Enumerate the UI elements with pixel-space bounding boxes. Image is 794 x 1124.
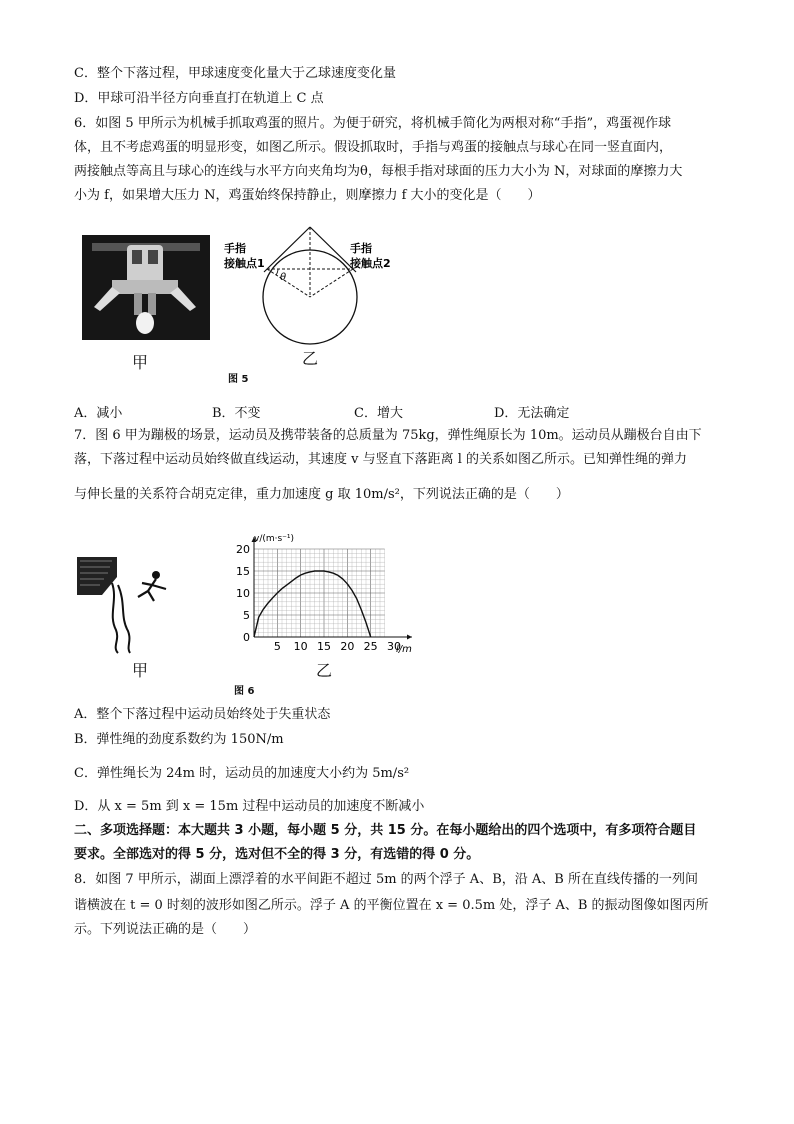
- velocity-distance-chart: [224, 527, 424, 662]
- q7-option-c: C．弹性绳长为 24m 时，运动员的加速度大小约为 5m/s²: [74, 766, 410, 781]
- q6-option-a: A．减小: [74, 406, 123, 421]
- q8-line3: 示。下列说法正确的是（ ）: [74, 922, 257, 937]
- bungee-sketch: [72, 555, 182, 655]
- option-c-prev: C．整个下落过程，甲球速度变化量大于乙球速度变化量: [74, 66, 396, 81]
- y-tick-label: 5: [243, 609, 250, 622]
- q6-line1: 6．如图 5 甲所示为机械手抓取鸡蛋的照片。为便于研究，将机械手简化为两根对称“手指”，鸡蛋视作球: [74, 116, 672, 131]
- y-tick-label: 15: [236, 565, 250, 578]
- x-tick-label: 25: [363, 640, 378, 653]
- fig6-label-jia: 甲: [132, 661, 149, 680]
- option-d-prev: D．甲球可沿半径方向垂直打在轨道上 C 点: [74, 91, 324, 106]
- q7-line1: 7．图 6 甲为蹦极的场景，运动员及携带装备的总质量为 75kg，弹性绳原长为 10m。运动员从蹦极台自由下: [74, 428, 702, 443]
- q8-line2: 谐横波在 t = 0 时刻的波形如图乙所示。浮子 A 的平衡位置在 x = 0.5m 处，浮子 A、B 的振动图像如图丙所: [74, 898, 709, 913]
- q7-option-d: D．从 x = 5m 到 x = 15m 过程中运动员的加速度不断减小: [74, 799, 425, 814]
- fig5-label-jia: 甲: [132, 353, 149, 372]
- y-tick-label: 20: [236, 543, 250, 556]
- finger2-label-b: 接触点2: [350, 257, 391, 270]
- q8-line1: 8．如图 7 甲所示，湖面上漂浮着的水平间距不超过 5m 的两个浮子 A、B，沿 A、B 所在直线传播的一列间: [74, 872, 698, 887]
- x-tick-label: 15: [317, 640, 331, 653]
- finger1-label-a: 手指: [224, 242, 246, 255]
- egg-grip-diagram: [222, 222, 412, 352]
- q6-option-c: C．增大: [354, 406, 403, 421]
- finger2-label-a: 手指: [350, 242, 372, 255]
- q6-option-d: D．无法确定: [494, 406, 570, 421]
- x-axis-arrow: [407, 635, 412, 640]
- x-tick-label: 10: [293, 640, 308, 653]
- finger1-label-b: 接触点1: [224, 257, 265, 270]
- section2-heading-line2: 要求。全部选对的得 5 分，选对但不全的得 3 分，有选错的得 0 分。: [74, 847, 480, 862]
- fig5-caption: 图 5: [228, 374, 249, 385]
- y-tick-label: 10: [236, 587, 250, 600]
- x-tick-label: 20: [340, 640, 355, 653]
- q7-line2: 落，下落过程中运动员始终做直线运动，其速度 v 与竖直下落距离 l 的关系如图乙所示。已知弹性绳的弹力: [74, 452, 688, 467]
- q6-option-b: B．不变: [212, 406, 261, 421]
- radius-right: [310, 269, 353, 297]
- q7-option-a: A．整个下落过程中运动员始终处于失重状态: [74, 707, 331, 722]
- x-tick-label: 30: [387, 640, 401, 653]
- y-axis-label: v/(m·s⁻¹): [254, 534, 295, 544]
- q7-option-b: B．弹性绳的劲度系数约为 150N/m: [74, 732, 284, 747]
- velocity-curve: [254, 571, 371, 637]
- q6-line4: 小为 f，如果增大压力 N，鸡蛋始终保持静止，则摩擦力 f 大小的变化是（ ）: [74, 188, 541, 203]
- robot-hand-egg-photo: [82, 235, 210, 340]
- finger-left: [264, 227, 310, 272]
- x-axis-label: l/m: [396, 644, 412, 655]
- q7-line3: 与伸长量的关系符合胡克定律，重力加速度 g 取 10m/s²，下列说法正确的是（ ）: [74, 487, 569, 502]
- x-tick-label: 5: [273, 640, 281, 653]
- y-tick-label: 0: [243, 631, 250, 644]
- theta-label: θ: [280, 272, 287, 283]
- fig6-label-yi: 乙: [316, 661, 333, 680]
- radius-left: [267, 269, 310, 297]
- q6-line2: 体，且不考虑鸡蛋的明显形变，如图乙所示。假设抓取时，手指与鸡蛋的接触点与球心在同一竖直面内，: [74, 140, 673, 155]
- section2-heading-line1: 二、多项选择题：本大题共 3 小题，每小题 5 分，共 15 分。在每小题给出的四个选项中，有多项符合题目: [74, 823, 697, 838]
- fig6-caption: 图 6: [234, 686, 255, 697]
- q6-line3: 两接触点等高且与球心的连线与水平方向夹角均为θ，每根手指对球面的压力大小为 N，对球面的摩擦力大: [74, 164, 683, 179]
- fig5-label-yi: 乙: [302, 349, 319, 368]
